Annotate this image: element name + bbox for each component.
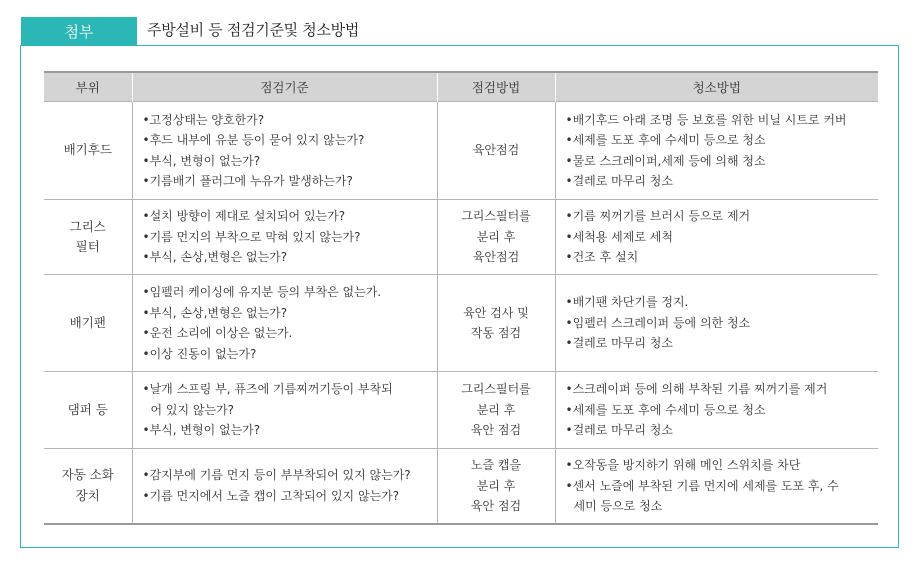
criteria-item: •날개 스프링 부, 퓨즈에 기름찌꺼기등이 부착되 xyxy=(142,382,393,397)
criteria-item: •기름 먼지의 부착으로 막혀 있지 않는가? xyxy=(142,229,361,244)
cleaning-item: •걸레로 마무리 청소 xyxy=(565,174,673,188)
cleaning-item: •세제를 도포 후에 수세미 등으로 청소 xyxy=(565,133,766,147)
document-title: 주방설비 등 점검기준및 청소방법 xyxy=(147,21,360,39)
criteria-item: •부식, 변형이 없는가? xyxy=(142,153,261,168)
criteria-item: •감지부에 기름 먼지 등이 부부착되어 있지 않는가? xyxy=(142,468,411,483)
method-text: 그리스필터를 xyxy=(461,209,531,224)
part-text: 필터 xyxy=(75,239,100,254)
criteria-item: •임펠러 케이싱에 유지분 등의 부착은 없는가. xyxy=(142,285,382,299)
criteria-cell xyxy=(132,102,437,200)
cleaning-item: •세제를 도포 후에 수세미 등으로 청소 xyxy=(565,402,766,417)
method-cell xyxy=(437,275,555,372)
criteria-item: •고정상태는 양호한가? xyxy=(142,112,265,127)
method-text: 그리스필터를 xyxy=(461,382,531,397)
method-text: 분리 후 xyxy=(476,229,516,244)
criteria-item: •후드 내부에 유분 등이 묻어 있지 않는가? xyxy=(142,133,365,147)
cleaning-cell xyxy=(555,275,878,372)
part-text: 그리스 xyxy=(69,218,106,234)
attachment-tab: 첨부 xyxy=(21,17,137,46)
criteria-item: •운전 소리에 이상은 없는가. xyxy=(142,326,293,340)
criteria-item: •설치 방향이 제대로 설치되어 있는가? xyxy=(142,209,346,224)
table-row xyxy=(44,275,878,372)
cleaning-item: •건조 후 설치 xyxy=(565,250,639,265)
method-text: 노즐 캡을 xyxy=(470,458,522,472)
criteria-item: •기름배기 플러그에 누유가 발생하는가? xyxy=(142,174,353,188)
criteria-item: •부식, 손상,변형은 없는가? xyxy=(142,250,288,265)
table-row xyxy=(44,449,878,524)
method-text: 작동 점검 xyxy=(470,326,522,340)
cleaning-item: •물로 스크레이퍼,세제 등에 의해 청소 xyxy=(565,153,766,168)
part-text: 자동 소화 xyxy=(61,467,114,483)
cleaning-item-continuation: 세미 등으로 청소 xyxy=(573,499,663,513)
part-cell xyxy=(44,372,132,449)
criteria-cell xyxy=(132,200,437,275)
inspection-table xyxy=(44,71,878,525)
criteria-cell xyxy=(132,275,437,372)
part-cell xyxy=(44,275,132,372)
part-cell xyxy=(44,449,132,524)
cleaning-item: •오작동을 방지하기 위해 메인 스위치를 차단 xyxy=(565,458,801,472)
table-row xyxy=(44,102,878,200)
cleaning-item: •센서 노즐에 부착된 기름 먼지에 세제를 도포 후, 수 xyxy=(565,478,839,493)
method-text: 분리 후 xyxy=(476,478,516,493)
cleaning-item: •기름 찌꺼기를 브러시 등으로 제거 xyxy=(565,209,751,224)
cleaning-item: •배기후드 아래 조명 등 보호를 위한 비닐 시트로 커버 xyxy=(565,112,847,127)
cleaning-item: •걸레로 마무리 청소 xyxy=(565,336,673,351)
cleaning-item: •세척용 세제로 세척 xyxy=(565,229,673,244)
cleaning-item: •스크레이퍼 등에 의해 부착된 기름 찌꺼기를 제거 xyxy=(565,382,828,397)
method-text: 육안점검 xyxy=(472,250,520,265)
method-cell xyxy=(437,200,555,275)
column-header-cleaning: 청소방법 xyxy=(555,72,878,102)
part-cell xyxy=(44,200,132,275)
part-text: 배기후드 xyxy=(63,142,112,158)
cleaning-item: •임펠러 스크레이퍼 등에 의한 청소 xyxy=(565,315,751,330)
column-header-part: 부위 xyxy=(44,72,132,102)
part-text: 댐퍼 등 xyxy=(67,401,108,417)
part-cell xyxy=(44,102,132,200)
part-text: 배기팬 xyxy=(69,314,106,330)
cleaning-cell xyxy=(555,200,878,275)
method-text: 육안점검 xyxy=(472,143,520,158)
criteria-item: •이상 진동이 없는가? xyxy=(142,346,257,361)
part-text: 장치 xyxy=(75,487,100,503)
cleaning-cell xyxy=(555,102,878,200)
criteria-cell xyxy=(132,372,437,449)
method-cell xyxy=(437,449,555,524)
table-row xyxy=(44,200,878,275)
method-text: 육안 점검 xyxy=(470,423,522,438)
criteria-item: •부식, 손상,변형은 없는가? xyxy=(142,305,288,320)
cleaning-cell xyxy=(555,449,878,524)
criteria-item: •부식, 변형이 없는가? xyxy=(142,423,261,438)
column-header-method: 점검방법 xyxy=(437,72,555,102)
cleaning-item: •걸레로 마무리 청소 xyxy=(565,423,673,438)
method-text: 육안 검사 및 xyxy=(463,305,529,320)
method-text: 분리 후 xyxy=(476,402,516,417)
criteria-item: •기름 먼지에서 노즐 캡이 고착되어 있지 않는가? xyxy=(142,488,400,503)
cleaning-item: •배기팬 차단기를 정지. xyxy=(565,295,689,310)
criteria-item-continuation: 어 있지 않는가? xyxy=(150,402,235,417)
column-header-criteria: 점검기준 xyxy=(132,72,437,102)
table-header-row xyxy=(44,72,878,102)
table-row xyxy=(44,372,878,449)
method-cell xyxy=(437,102,555,200)
cleaning-cell xyxy=(555,372,878,449)
method-text: 육안 점검 xyxy=(470,499,522,513)
criteria-cell xyxy=(132,449,437,524)
method-cell xyxy=(437,372,555,449)
